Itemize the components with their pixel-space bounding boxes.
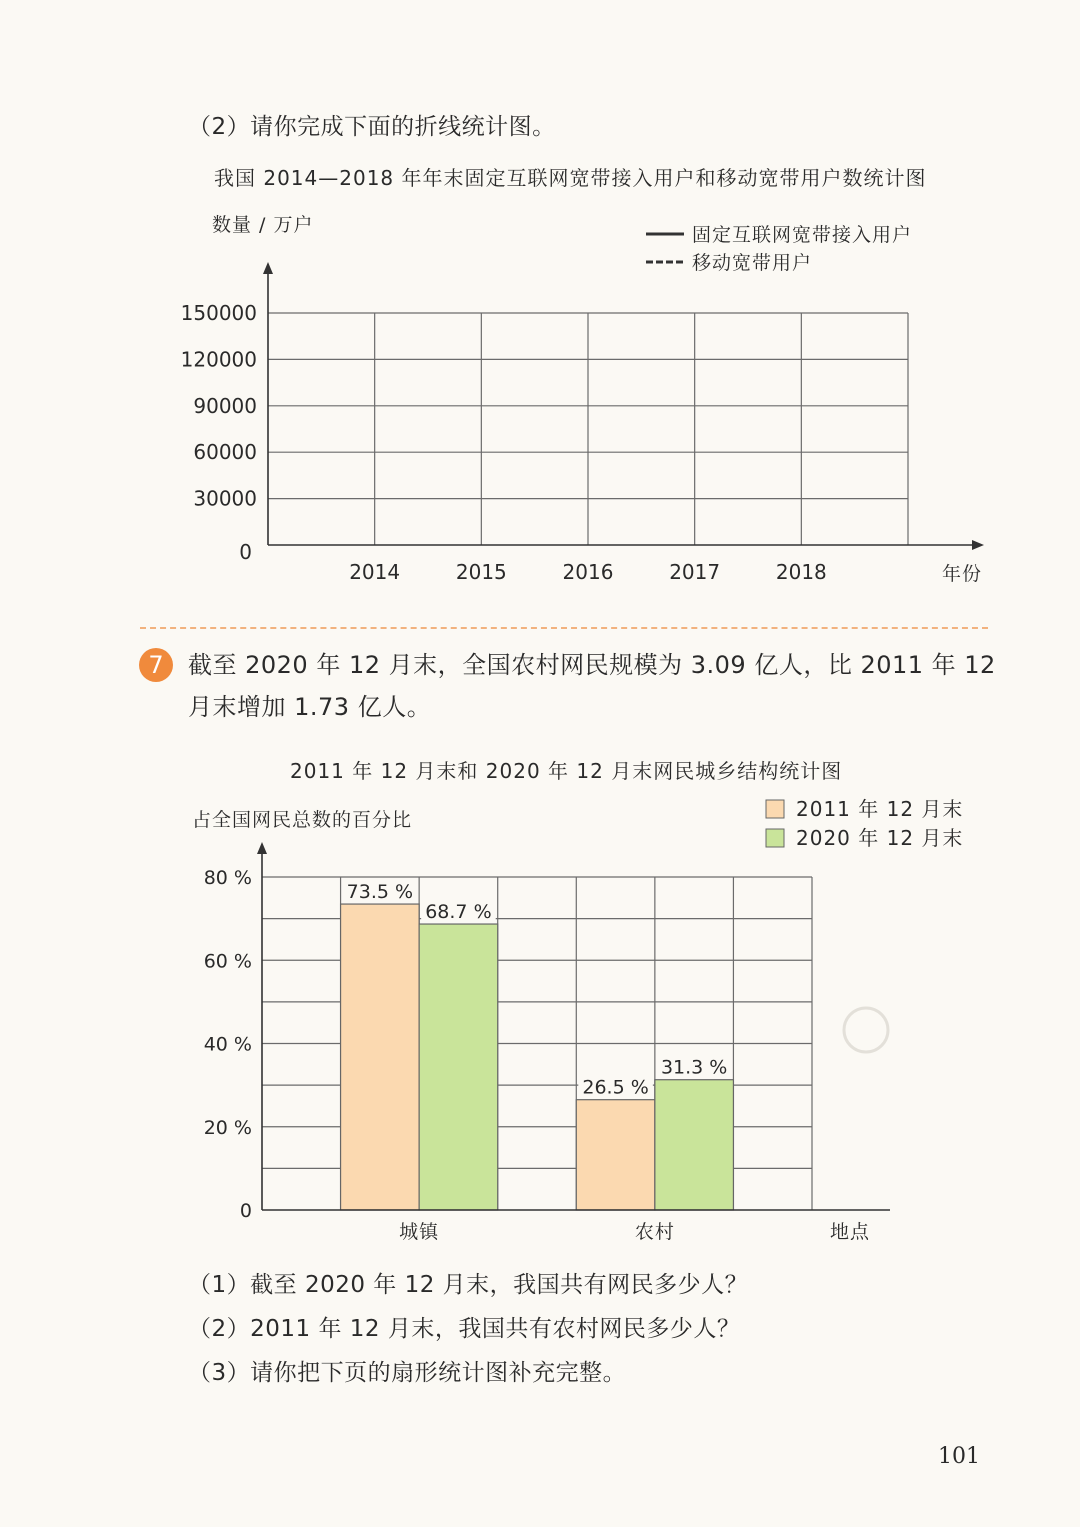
legend-label: 移动宽带用户 (692, 252, 813, 274)
problem7-line2: 月末增加 1.73 亿人。 (188, 693, 432, 721)
problem-number-badge: 7 (139, 648, 173, 682)
x-axis-arrow (972, 540, 984, 550)
legend-swatch (766, 829, 784, 847)
y-tick-label: 20 % (203, 1116, 252, 1139)
y-axis-arrow (257, 842, 267, 854)
x-axis-label: 地点 (829, 1221, 871, 1243)
x-tick-label: 2018 (775, 560, 827, 584)
question-3: （3）请你把下页的扇形统计图补充完整。 (188, 1360, 627, 1386)
y-tick-label: 60 % (203, 950, 252, 973)
x-tick-label: 2014 (349, 560, 401, 584)
chart2-title: 2011 年 12 月末和 2020 年 12 月末网民城乡结构统计图 (290, 759, 843, 783)
instruction-part2: （2）请你完成下面的折线统计图。 (188, 114, 556, 140)
x-tick-label: 2015 (455, 560, 507, 584)
x-tick-label: 农村 (634, 1221, 675, 1243)
y-tick-label: 60000 (193, 440, 257, 465)
page-number: 101 (938, 1444, 980, 1469)
bar (576, 1100, 655, 1210)
bar (341, 904, 420, 1210)
bar (655, 1080, 734, 1210)
bar-chart-plot (204, 797, 964, 1243)
y-tick-label: 80 % (203, 867, 252, 889)
y-tick-label: 120000 (180, 347, 257, 372)
data-label: 31.3 % (660, 1056, 728, 1079)
data-label: 26.5 % (582, 1076, 649, 1099)
chart2-ylabel: 占全国网民总数的百分比 (192, 809, 413, 831)
bar (419, 924, 498, 1210)
legend-label: 固定互联网宽带接入用户 (692, 224, 913, 246)
line-chart (0, 0, 1080, 620)
y-tick-label: 40 % (203, 1033, 252, 1056)
chart1-title: 我国 2014—2018 年年末固定互联网宽带接入用户和移动宽带用户数统计图 (214, 166, 927, 190)
legend-label: 2011 年 12 月末 (796, 797, 964, 821)
x-tick-label: 城镇 (399, 1221, 440, 1243)
y-tick-label: 90000 (193, 393, 257, 418)
legend-label: 2020 年 12 月末 (796, 826, 964, 850)
x-tick-label: 2017 (669, 560, 721, 584)
question-1: （1）截至 2020 年 12 月末，我国共有网民多少人？ (188, 1272, 749, 1298)
section-divider (140, 627, 988, 629)
y-axis-arrow (263, 262, 273, 274)
y-tick-label: 30000 (193, 486, 257, 511)
y-tick-label: 150000 (180, 301, 257, 325)
problem7-line1: 截至 2020 年 12 月末，全国农村网民规模为 3.09 亿人，比 2011 年 12 (188, 651, 996, 679)
legend-swatch (766, 800, 784, 818)
data-label: 73.5 % (346, 881, 414, 904)
y-tick-label: 0 (239, 1200, 252, 1222)
bar-chart (0, 780, 1080, 1260)
y-tick-label: 0 (239, 540, 252, 564)
x-tick-label: 2016 (562, 560, 614, 584)
watermark-registered-icon (844, 1008, 888, 1052)
line-chart-plot (181, 224, 984, 585)
data-label: 68.7 % (425, 901, 492, 924)
chart1-ylabel: 数量 / 万户 (212, 214, 314, 236)
question-2: （2）2011 年 12 月末，我国共有农村网民多少人？ (188, 1316, 741, 1342)
x-axis-label: 年份 (941, 563, 983, 585)
